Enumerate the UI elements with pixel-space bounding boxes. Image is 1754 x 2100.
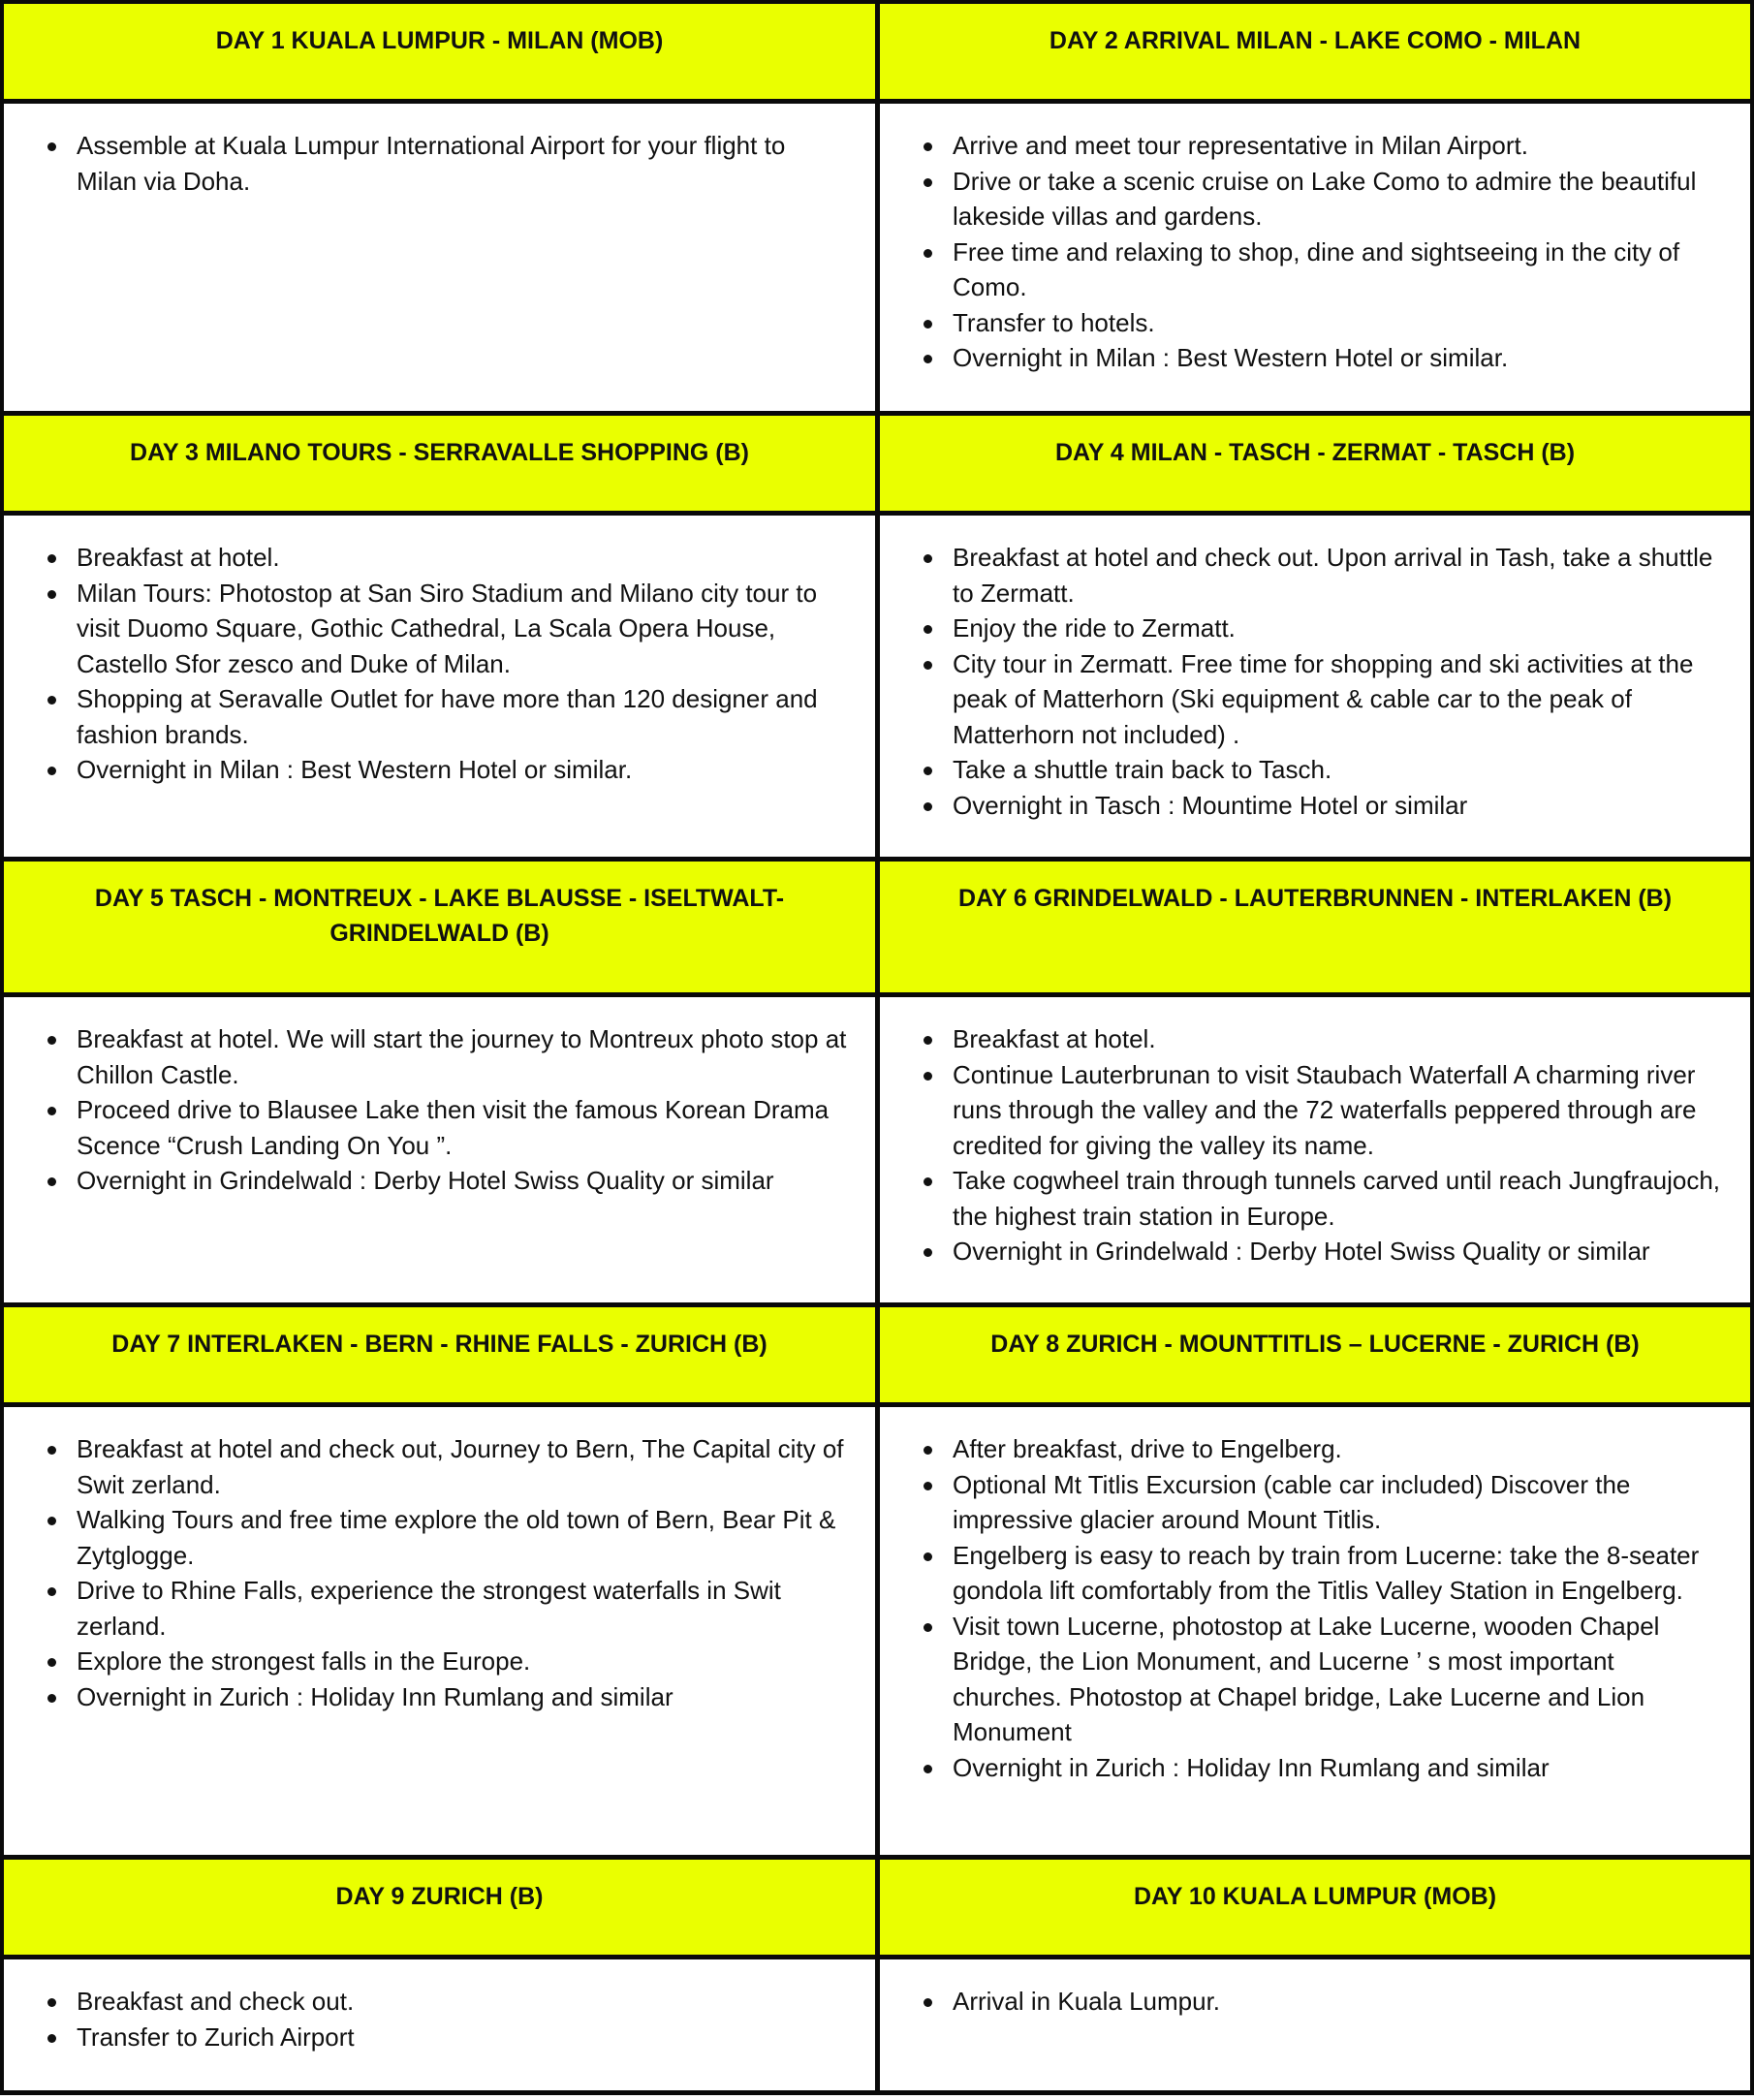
day-10-title: DAY 10 KUALA LUMPUR (MOB)	[1133, 1883, 1497, 1910]
day-6-header	[880, 862, 1750, 992]
day-7-list	[4, 1431, 852, 1714]
list-item: Arrive and meet tour representative in Milan Airport.	[953, 128, 1727, 164]
list-item: Optional Mt Titlis Excursion (cable car included) Discover the impressive glacier around Mount Titlis.	[953, 1467, 1727, 1538]
list-item: Overnight in Zurich : Holiday Inn Rumlang and similar	[953, 1750, 1727, 1786]
day-5-header	[4, 862, 875, 992]
day-9-header	[4, 1860, 875, 1955]
day-7-body	[4, 1407, 875, 1855]
day-1-body	[4, 104, 875, 411]
list-item: Walking Tours and free time explore the old town of Bern, Bear Pit & Zytglogge.	[77, 1502, 852, 1573]
list-item: Breakfast at hotel.	[77, 540, 852, 576]
day-5-body	[4, 997, 875, 1302]
list-item: Transfer to hotels.	[953, 305, 1727, 341]
list-item: Breakfast at hotel and check out, Journey to Bern, The Capital city of Swit zerland.	[77, 1431, 852, 1502]
list-item: Drive or take a scenic cruise on Lake Como to admire the beautiful lakeside villas and gardens.	[953, 164, 1727, 235]
day-3-body	[4, 516, 875, 857]
day-9-list	[4, 1984, 852, 2054]
day-7-title: DAY 7 INTERLAKEN - BERN - RHINE FALLS - ZURICH (B)	[111, 1331, 767, 1358]
day-5-list	[4, 1021, 852, 1199]
day-10-header	[880, 1860, 1750, 1955]
list-item: Assemble at Kuala Lumpur International Airport for your flight to Milan via Doha.	[77, 128, 852, 199]
day-8-header	[880, 1307, 1750, 1402]
list-item: Overnight in Grindelwald : Derby Hotel Swiss Quality or similar	[953, 1234, 1727, 1269]
day-9-title: DAY 9 ZURICH (B)	[335, 1883, 544, 1910]
list-item: Take cogwheel train through tunnels carved until reach Jungfraujoch, the highest train station in Europe.	[953, 1163, 1727, 1234]
list-item: Explore the strongest falls in the Europe.	[77, 1644, 852, 1679]
list-item: Breakfast at hotel.	[953, 1021, 1727, 1057]
list-item: Breakfast at hotel and check out. Upon arrival in Tash, take a shuttle to Zermatt.	[953, 540, 1727, 611]
day-10-list	[880, 1984, 1727, 2020]
list-item: Free time and relaxing to shop, dine and sightseeing in the city of Como.	[953, 235, 1727, 305]
list-item: After breakfast, drive to Engelberg.	[953, 1431, 1727, 1467]
day-3-title: DAY 3 MILANO TOURS - SERRAVALLE SHOPPING (B)	[130, 439, 749, 466]
day-4-header	[880, 416, 1750, 511]
day-6-list	[880, 1021, 1727, 1269]
day-5-title: DAY 5 TASCH - MONTREUX - LAKE BLAUSSE - ISELTWALT- GRINDELWALD (B)	[94, 885, 785, 947]
list-item: Overnight in Grindelwald : Derby Hotel Swiss Quality or similar	[77, 1163, 852, 1199]
list-item: Arrival in Kuala Lumpur.	[953, 1984, 1727, 2020]
day-4-list	[880, 540, 1727, 823]
list-item: Overnight in Zurich : Holiday Inn Rumlang and similar	[77, 1679, 852, 1715]
day-2-title: DAY 2 ARRIVAL MILAN - LAKE COMO - MILAN	[1049, 27, 1582, 54]
day-10-body	[880, 1959, 1750, 2090]
day-1-header	[4, 4, 875, 99]
list-item: Proceed drive to Blausee Lake then visit the famous Korean Drama Scence “Crush Landing On You ”.	[77, 1092, 852, 1163]
list-item: Overnight in Milan : Best Western Hotel or similar.	[953, 340, 1727, 376]
list-item: Transfer to Zurich Airport	[77, 2020, 852, 2055]
day-8-list	[880, 1431, 1727, 1785]
day-4-body	[880, 516, 1750, 857]
day-6-title: DAY 6 GRINDELWALD - LAUTERBRUNNEN - INTERLAKEN (B)	[957, 885, 1673, 912]
list-item: Overnight in Milan : Best Western Hotel or similar.	[77, 752, 852, 788]
list-item: Enjoy the ride to Zermatt.	[953, 611, 1727, 646]
list-item: Breakfast at hotel. We will start the journey to Montreux photo stop at Chillon Castle.	[77, 1021, 852, 1092]
list-item: Milan Tours: Photostop at San Siro Stadium and Milano city tour to visit Duomo Square, Gothic Cathedral, La Scala Opera House, Castello Sfor zesco and Duke of Milan.	[77, 576, 852, 682]
list-item: Drive to Rhine Falls, experience the strongest waterfalls in Swit zerland.	[77, 1573, 852, 1644]
day-8-body	[880, 1407, 1750, 1855]
day-3-list	[4, 540, 852, 788]
list-item: Engelberg is easy to reach by train from Lucerne: take the 8-seater gondola lift comfortably from the Titlis Valley Station in Engelberg.	[953, 1538, 1727, 1609]
day-7-header	[4, 1307, 875, 1402]
list-item: City tour in Zermatt. Free time for shopping and ski activities at the peak of Matterhorn (Ski equipment & cable car to the peak of Matterhorn not included) .	[953, 646, 1727, 753]
day-4-title: DAY 4 MILAN - TASCH - ZERMAT - TASCH (B)	[1054, 439, 1576, 466]
list-item: Breakfast and check out.	[77, 1984, 852, 2020]
day-3-header	[4, 416, 875, 511]
list-item: Visit town Lucerne, photostop at Lake Lucerne, wooden Chapel Bridge, the Lion Monument, and Lucerne ’ s most important churches. Photostop at Chapel bridge, Lake Lucerne and Lion Monument	[953, 1609, 1727, 1750]
day-9-body	[4, 1959, 875, 2090]
day-2-body	[880, 104, 1750, 411]
day-1-title: DAY 1 KUALA LUMPUR - MILAN (MOB)	[215, 27, 664, 54]
list-item: Shopping at Seravalle Outlet for have more than 120 designer and fashion brands.	[77, 681, 852, 752]
list-item: Take a shuttle train back to Tasch.	[953, 752, 1727, 788]
day-6-body	[880, 997, 1750, 1302]
day-2-list	[880, 128, 1727, 376]
day-2-header	[880, 4, 1750, 99]
list-item: Continue Lauterbrunan to visit Staubach Waterfall A charming river runs through the valley and the 72 waterfalls peppered through are credited for giving the valley its name.	[953, 1057, 1727, 1164]
day-1-list	[4, 128, 852, 199]
list-item: Overnight in Tasch : Mountime Hotel or similar	[953, 788, 1727, 824]
day-8-title: DAY 8 ZURICH - MOUNTTITLIS – LUCERNE - ZURICH (B)	[990, 1331, 1640, 1358]
